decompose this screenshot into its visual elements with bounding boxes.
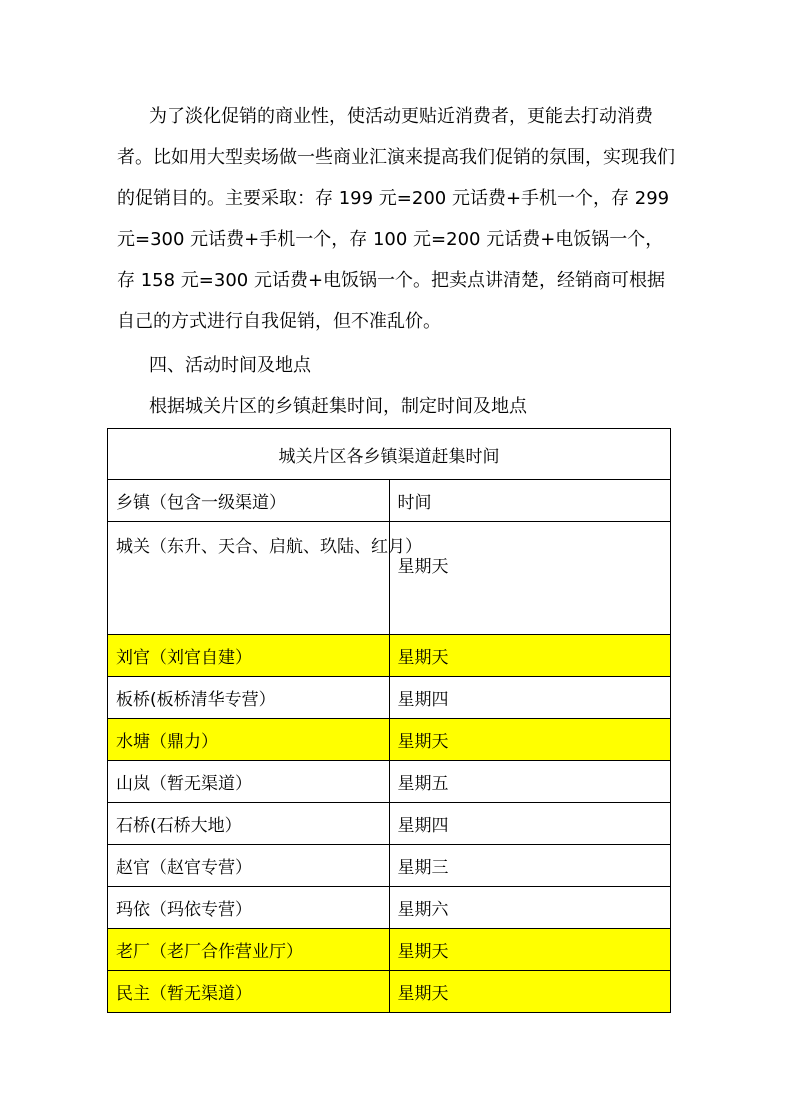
day-cell: 星期三 bbox=[389, 845, 671, 887]
town-cell: 民主（暂无渠道） bbox=[108, 971, 390, 1013]
town-cell: 玛依（玛依专营） bbox=[108, 887, 390, 929]
table-row bbox=[108, 522, 671, 635]
town-cell: 刘官（刘官自建） bbox=[108, 635, 390, 677]
intro-line: 根据城关片区的乡镇赶集时间，制定时间及地点 bbox=[149, 396, 527, 417]
table-row bbox=[108, 845, 671, 887]
table-header-row bbox=[108, 480, 671, 522]
table-row bbox=[108, 677, 671, 719]
day-cell: 星期天 bbox=[389, 929, 671, 971]
day-cell: 星期六 bbox=[389, 887, 671, 929]
table-row bbox=[108, 887, 671, 929]
schedule-table bbox=[107, 428, 671, 1013]
day-cell: 星期天 bbox=[389, 719, 671, 761]
table-row bbox=[108, 929, 671, 971]
day-cell: 星期天 bbox=[389, 971, 671, 1013]
table-row bbox=[108, 719, 671, 761]
header-time: 时间 bbox=[389, 480, 671, 522]
day-cell: 星期天 bbox=[389, 635, 671, 677]
day-cell: 星期五 bbox=[389, 761, 671, 803]
town-cell: 老厂（老厂合作营业厅） bbox=[108, 929, 390, 971]
day-cell: 星期天 bbox=[389, 522, 671, 635]
table-title-row bbox=[108, 429, 671, 480]
body-paragraph bbox=[117, 96, 677, 342]
town-cell: 城关（东升、天合、启航、玖陆、红月） bbox=[108, 522, 390, 635]
town-cell: 水塘（鼎力） bbox=[108, 719, 390, 761]
town-cell: 山岚（暂无渠道） bbox=[108, 761, 390, 803]
body-paragraph-text: 为了淡化促销的商业性，使活动更贴近消费者，更能去打动消费者。比如用大型卖场做一些商业汇演来提高我们促销的氛围，实现我们的促销目的。主要采取：存 199 元=200 元话费+手机一个，存 299 元=300 元话费+手机一个，存 100 元=200 元话费+电饭锅一个，存 158 元=300 元话费+电饭锅一个。把卖点讲清楚，经销商可根据自己的方式进行自我促销，但不准乱价。 bbox=[117, 106, 675, 332]
town-cell: 赵官（赵官专营） bbox=[108, 845, 390, 887]
table-title: 城关片区各乡镇渠道赶集时间 bbox=[108, 429, 671, 480]
table-row bbox=[108, 971, 671, 1013]
day-cell: 星期四 bbox=[389, 677, 671, 719]
day-cell: 星期四 bbox=[389, 803, 671, 845]
town-cell: 石桥(石桥大地） bbox=[108, 803, 390, 845]
header-town: 乡镇（包含一级渠道） bbox=[108, 480, 390, 522]
section-heading: 四、活动时间及地点 bbox=[149, 355, 311, 376]
table-row bbox=[108, 761, 671, 803]
table-row bbox=[108, 803, 671, 845]
table-row bbox=[108, 635, 671, 677]
town-cell: 板桥(板桥清华专营） bbox=[108, 677, 390, 719]
